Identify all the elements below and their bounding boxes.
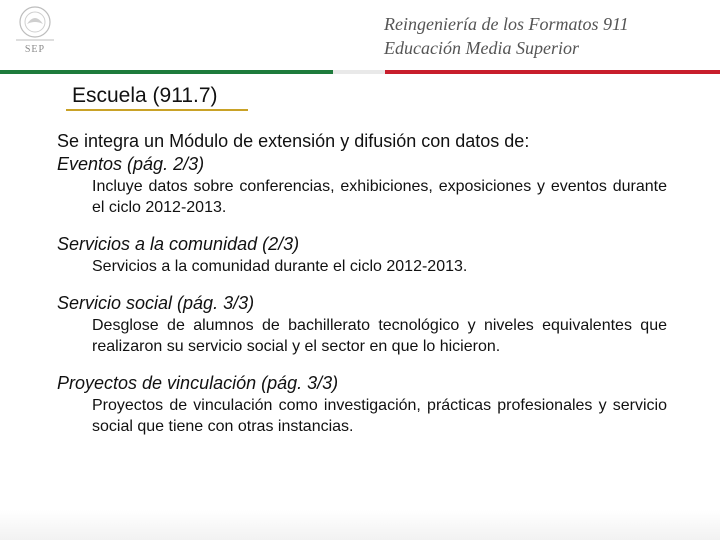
section-underline <box>66 109 248 111</box>
item-desc-servicio-social: Desglose de alumnos de bachillerato tecnológico y niveles equivalentes que realizaron su servicio social y el sector en que lo hicieron. <box>92 317 667 355</box>
item-title-servicio-social: Servicio social (pág. 3/3) <box>57 293 255 313</box>
content-body <box>57 130 667 437</box>
item-title-servicios-comunidad: Servicios a la comunidad (2/3) <box>57 234 300 254</box>
item-desc-proyectos-vinculacion: Proyectos de vinculación como investigación, prácticas profesionales y servicio social que tiene con otras instancias. <box>92 397 667 435</box>
section-title: Escuela (911.7) <box>72 84 218 107</box>
stripe-white <box>333 70 385 74</box>
intro-text: Se integra un Módulo de extensión y difusión con datos de: <box>57 131 530 151</box>
header-title <box>384 12 629 60</box>
header-title-line1: Reingeniería de los Formatos 911 <box>384 14 629 34</box>
header-title-line2: Educación Media Superior <box>384 38 579 58</box>
item-desc-servicios-comunidad: Servicios a la comunidad durante el ciclo 2012-2013. <box>92 258 468 275</box>
footer-shadow <box>0 510 720 540</box>
item-title-eventos: Eventos (pág. 2/3) <box>57 154 205 174</box>
sep-logo <box>6 4 64 66</box>
stripe-red <box>385 70 720 74</box>
stripe-green <box>0 70 333 74</box>
flag-stripe <box>0 70 720 74</box>
item-title-proyectos-vinculacion: Proyectos de vinculación (pág. 3/3) <box>57 373 339 393</box>
logo-text: SEP <box>24 44 46 55</box>
item-desc-eventos: Incluye datos sobre conferencias, exhibiciones, exposiciones y eventos durante el ciclo 2012-2013. <box>92 178 667 216</box>
coat-of-arms-icon <box>6 4 64 44</box>
